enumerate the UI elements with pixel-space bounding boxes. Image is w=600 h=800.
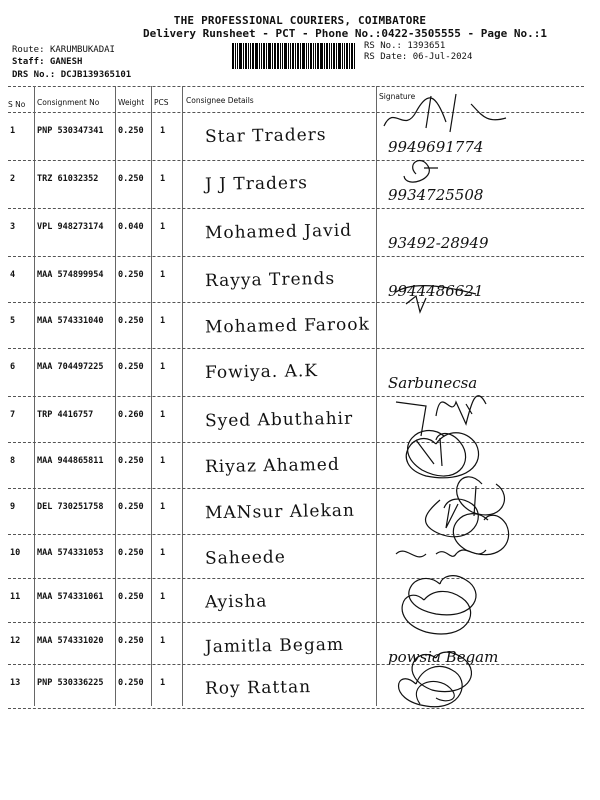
- barcode-bar: [272, 43, 273, 69]
- barcode-bar: [282, 43, 283, 69]
- barcode-bar: [344, 43, 345, 69]
- row-pcs: 1: [160, 502, 166, 512]
- signature-scribbles-lower: [376, 400, 586, 720]
- row-sno: 8: [10, 456, 16, 466]
- row-sno: 6: [10, 362, 16, 372]
- barcode-bar: [261, 43, 262, 69]
- row-consignment-no: MAA 574331040: [37, 316, 104, 326]
- row-consignee-handwritten: Ayisha: [204, 591, 268, 613]
- barcode-bar: [239, 43, 242, 69]
- row-weight: 0.250: [118, 592, 144, 602]
- barcode-bar: [302, 43, 305, 69]
- barcode-bar: [336, 43, 337, 69]
- row-signature-text: 93492-28949: [388, 234, 489, 252]
- row-consignment-no: DEL 730251758: [37, 502, 104, 512]
- row-pcs: 1: [160, 456, 166, 466]
- row-weight: 0.250: [118, 456, 144, 466]
- row-weight: 0.250: [118, 270, 144, 280]
- barcode-bar: [259, 43, 260, 69]
- barcode-bar: [300, 43, 301, 69]
- row-pcs: 1: [160, 678, 166, 688]
- row-consignee-handwritten: Star Traders: [204, 124, 327, 148]
- row-weight: 0.250: [118, 316, 144, 326]
- drs-number: DRS No.: DCJB139365101: [12, 70, 132, 80]
- barcode-bar: [255, 43, 258, 69]
- row-sno: 5: [10, 316, 16, 326]
- row-consignment-no: TRP 4416757: [37, 410, 94, 420]
- barcode-bar: [349, 43, 350, 69]
- barcode-bar: [232, 43, 234, 69]
- rs-number: RS No.: 1393651: [364, 41, 446, 51]
- row-consignee-handwritten: Fowiya. A.K: [204, 361, 319, 383]
- row-consignee-handwritten: Saheede: [204, 547, 286, 569]
- barcode-bar: [290, 43, 291, 69]
- document-title: THE PROFESSIONAL COURIERS, COIMBATORE: [173, 14, 427, 27]
- row-consignment-no: PNP 530347341: [37, 126, 104, 136]
- row-consignment-no: PNP 530336225: [37, 678, 104, 688]
- row-weight: 0.250: [118, 636, 144, 646]
- row-sno: 2: [10, 174, 16, 184]
- barcode-bar: [263, 43, 265, 69]
- barcode-bar: [306, 43, 307, 69]
- row-sno: 9: [10, 502, 16, 512]
- row-consignee-handwritten: MANsur Alekan: [204, 500, 356, 524]
- row-pcs: 1: [160, 222, 166, 232]
- barcode-bar: [308, 43, 309, 69]
- barcode-bar: [277, 43, 279, 69]
- row-signature-text: powsia Begam: [388, 648, 499, 666]
- row-weight: 0.260: [118, 410, 144, 420]
- barcode-bar: [333, 43, 335, 69]
- row-consignment-no: MAA 704497225: [37, 362, 104, 372]
- barcode-bar: [268, 43, 271, 69]
- row-pcs: 1: [160, 362, 166, 372]
- barcode-bar: [351, 43, 353, 69]
- row-consignment-no: TRZ 61032352: [37, 174, 99, 184]
- barcode-bar: [248, 43, 249, 69]
- barcode-bar: [310, 43, 312, 69]
- row-pcs: 1: [160, 636, 166, 646]
- barcode-bar: [315, 43, 316, 69]
- row-consignee-handwritten: Jamitla Begam: [204, 634, 345, 658]
- barcode-bar: [274, 43, 276, 69]
- barcode-bar: [313, 43, 314, 69]
- row-weight: 0.250: [118, 174, 144, 184]
- row-signature-text: 9944486621: [388, 282, 484, 300]
- col-pcs: PCS: [154, 98, 169, 107]
- row-consignee-handwritten: Riyaz Ahamed: [204, 454, 340, 478]
- row-consignee-handwritten: Mohamed Farook: [204, 314, 371, 338]
- runsheet-subtitle: Delivery Runsheet - PCT - Phone No.:0422-3505555 - Page No.:1: [143, 27, 547, 40]
- row-consignee-handwritten: J J Traders: [204, 173, 309, 195]
- row-sno: 1: [10, 126, 16, 136]
- row-pcs: 1: [160, 548, 166, 558]
- barcode-bar: [338, 43, 341, 69]
- col-consignee: Consignee Details: [186, 96, 254, 105]
- staff-line: Staff: GANESH: [12, 57, 83, 67]
- row-sno: 3: [10, 222, 16, 232]
- barcode-bar: [280, 43, 281, 69]
- row-weight: 0.250: [118, 362, 144, 372]
- col-weight: Weight: [118, 98, 145, 107]
- route-label: Route:: [12, 45, 45, 55]
- barcode-bar: [326, 43, 328, 69]
- barcode: [232, 43, 356, 69]
- barcode-bar: [331, 43, 332, 69]
- barcode-bar: [317, 43, 319, 69]
- row-consignment-no: MAA 574331053: [37, 548, 104, 558]
- row-pcs: 1: [160, 592, 166, 602]
- barcode-bar: [237, 43, 238, 69]
- row-consignee-handwritten: Mohamed Javid: [204, 220, 353, 244]
- row-weight: 0.250: [118, 678, 144, 688]
- row-consignment-no: MAA 944865811: [37, 456, 104, 466]
- row-consignee-handwritten: Roy Rattan: [204, 677, 312, 699]
- barcode-bar: [245, 43, 247, 69]
- row-signature-text: 9949691774: [388, 138, 484, 156]
- rs-date: RS Date: 06-Jul-2024: [364, 52, 473, 62]
- row-sno: 12: [10, 636, 21, 646]
- barcode-bar: [243, 43, 244, 69]
- route-value: KARUMBUKADAI: [49, 45, 115, 55]
- row-consignment-no: VPL 948273174: [37, 222, 104, 232]
- row-consignee-handwritten: Rayya Trends: [204, 268, 336, 292]
- barcode-bar: [342, 43, 343, 69]
- row-consignment-no: MAA 574899954: [37, 270, 104, 280]
- barcode-bar: [354, 43, 355, 69]
- col-signature: Signature: [379, 92, 416, 101]
- row-weight: 0.250: [118, 502, 144, 512]
- row-signature-text: Sarbunecsa: [388, 374, 478, 392]
- row-pcs: 1: [160, 410, 166, 420]
- row-sno: 10: [10, 548, 21, 558]
- barcode-bar: [320, 43, 323, 69]
- row-consignee-handwritten: Syed Abuthahir: [204, 408, 354, 432]
- row-consignment-no: MAA 574331061: [37, 592, 104, 602]
- barcode-bar: [329, 43, 330, 69]
- col-consignment: Consignment No: [37, 98, 100, 107]
- route-line: [12, 45, 115, 55]
- row-weight: 0.250: [118, 548, 144, 558]
- barcode-bar: [252, 43, 254, 69]
- row-sno: 7: [10, 410, 16, 420]
- row-sno: 11: [10, 592, 21, 602]
- barcode-bar: [235, 43, 236, 69]
- barcode-bar: [295, 43, 296, 69]
- row-sno: 4: [10, 270, 16, 280]
- barcode-bar: [297, 43, 299, 69]
- row-pcs: 1: [160, 174, 166, 184]
- row-weight: 0.040: [118, 222, 144, 232]
- barcode-bar: [250, 43, 251, 69]
- row-pcs: 1: [160, 316, 166, 326]
- barcode-bar: [266, 43, 267, 69]
- barcode-bar: [346, 43, 348, 69]
- col-sno: S No: [8, 100, 26, 109]
- barcode-bar: [288, 43, 289, 69]
- row-signature-text: 9934725508: [388, 186, 484, 204]
- row-weight: 0.250: [118, 126, 144, 136]
- row-consignment-no: MAA 574331020: [37, 636, 104, 646]
- row-sno: 13: [10, 678, 21, 688]
- barcode-bar: [324, 43, 325, 69]
- barcode-bar: [284, 43, 287, 69]
- barcode-bar: [292, 43, 294, 69]
- row-pcs: 1: [160, 126, 166, 136]
- row-pcs: 1: [160, 270, 166, 280]
